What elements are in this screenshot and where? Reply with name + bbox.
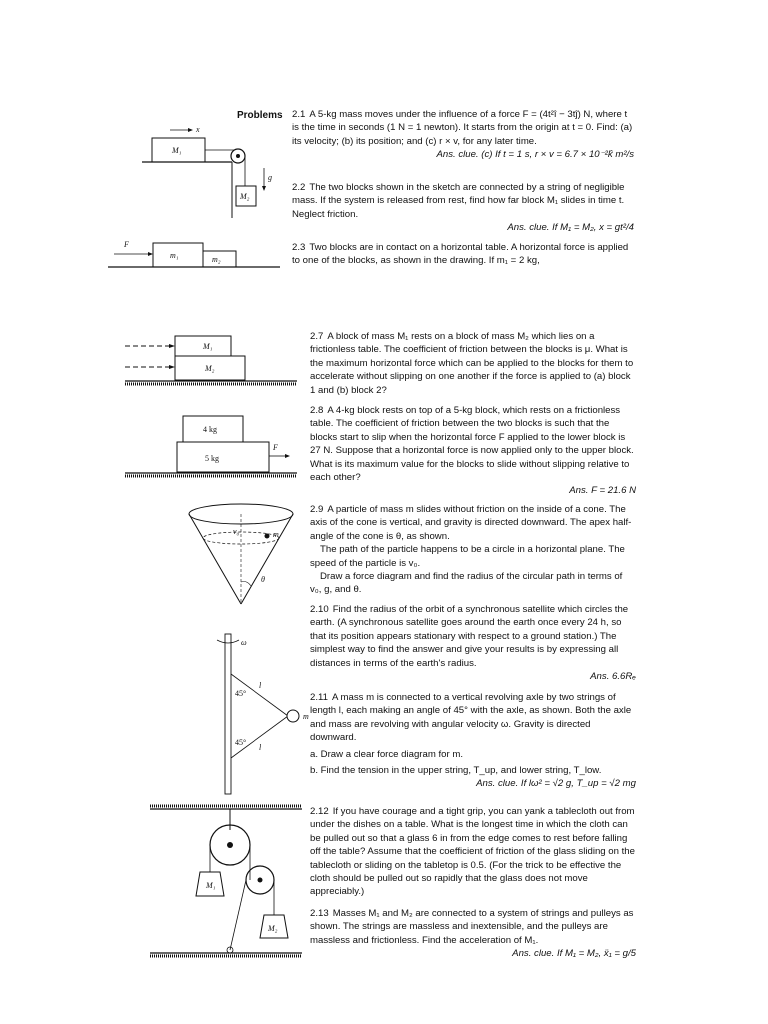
mass-m1-label: M₁ bbox=[206, 881, 216, 890]
figure-2-13-svg bbox=[150, 800, 305, 960]
force-label: F bbox=[124, 240, 129, 249]
block-m2-label: M₂ bbox=[240, 192, 250, 201]
force-arrow-head bbox=[148, 252, 153, 256]
problem-2-9: 2.9 A particle of mass m slides without friction on the inside of a cone. The axis of the cone is vertical, and gravity is directed downward. The apex half-angle of the cone is θ, as shown. The path of the particle happens to be a circle in a horizontal plane. The speed of the particle is v₀. Draw a force diagram and find the radius of the circular path in terms of v₀, g, and θ. bbox=[310, 504, 632, 596]
problem-2-3: 2.3 Two blocks are in contact on a horizontal table. A horizontal force is applied to one of the blocks, as shown in the drawing. If m₁ = 2 kg, bbox=[292, 242, 629, 267]
cone-right-edge bbox=[241, 514, 293, 604]
x-label: x bbox=[196, 125, 200, 134]
answer-2-13: Ans. clue. If M₁ = M₂, ẍ₁ = g/5 bbox=[512, 948, 636, 960]
force-arrow-head bbox=[285, 454, 290, 458]
g-arrow-head bbox=[262, 186, 266, 191]
section-heading: Problems bbox=[237, 110, 283, 121]
mass-label: m bbox=[303, 712, 309, 721]
block-m2-label: m₂ bbox=[212, 255, 221, 264]
block-4kg-label: 4 kg bbox=[203, 425, 217, 434]
problem-2-1: 2.1 A 5-kg mass moves under the influence of a force F = (4t²î − 3tĵ) N, where t is the time in seconds (1 N = 1 newton). It starts from the origin at t = 0. Find: (a) its velocity; (b) its position; and (c) r × v, for any later time. Ans. clue. (c) If t = 1 s, r × v = 6.7 × 10⁻²k̂ m²/s bbox=[292, 109, 634, 161]
block-m1-label: M₁ bbox=[203, 342, 213, 351]
block-5kg bbox=[177, 442, 269, 472]
x-arrow-head bbox=[188, 128, 193, 132]
problem-2-8: 2.8 A 4-kg block rests on top of a 5-kg block, which rests on a frictionless table. The coefficient of friction between the two blocks is such that the blocks start to slip when the horizontal force F applied to the lower block is 27 N. Suppose that a horizontal force is now applied only to the upper block. What is its maximum value for the blocks to slide without slipping relative to each other? Ans. F = 21.6 N bbox=[310, 405, 636, 497]
g-label: g bbox=[268, 173, 272, 182]
figure-2-8 bbox=[125, 414, 300, 487]
figure-2-3-svg bbox=[108, 238, 288, 274]
problem-2-13: 2.13 Masses M₁ and M₂ are connected to a system of strings and pulleys as shown. The strings are massless and inextensible, and the pulleys are massless and frictionless. Find the acceleration of M₁. Ans. clue. If M₁ = M₂, ẍ₁ = g/5 bbox=[310, 908, 636, 960]
lower-pulley-hub bbox=[258, 878, 263, 883]
length-bottom-label: l bbox=[259, 743, 262, 752]
figure-2-7 bbox=[125, 334, 300, 399]
answer-2-11: Ans. clue. If lω² = √2 g, T_up = √2 mg bbox=[476, 778, 636, 790]
block-m2-label: M₂ bbox=[205, 364, 215, 373]
mass-label: m bbox=[273, 530, 279, 539]
figure-2-11 bbox=[205, 628, 315, 803]
pulley-hub bbox=[236, 154, 240, 158]
figure-2-1-svg bbox=[140, 118, 280, 218]
omega-label: ω bbox=[241, 638, 247, 647]
figure-2-9-svg bbox=[185, 500, 305, 608]
answer-2-2: Ans. clue. If M₁ = M₂, x = gt²/4 bbox=[507, 222, 634, 234]
figure-2-11-svg bbox=[205, 628, 315, 798]
answer-2-8: Ans. F = 21.6 N bbox=[569, 485, 636, 497]
problem-2-11: 2.11 A mass m is connected to a vertical revolving axle by two strings of length l, each making an angle of 45° with the axle, as shown. Both the axle and mass are revolving with angular velocity ω. Gravity is directed downward. a. Draw a clear force diagram for m. b. Find the tension in the upper string, T_up, and lower string, T_low. Ans. clue. If lω² = √2 g, T_up = √2 mg bbox=[310, 692, 636, 790]
figure-2-9 bbox=[185, 500, 305, 613]
mass-m2-label: M₂ bbox=[268, 924, 278, 933]
figure-2-7-svg bbox=[125, 334, 300, 394]
rotation-arrow bbox=[217, 640, 239, 643]
force-label: F bbox=[273, 443, 278, 452]
problem-2-7: 2.7 A block of mass M₁ rests on a block of mass M₂ which lies on a frictionless table. The coefficient of friction between the blocks is μ. What is the maximum horizontal force which can be applied to the blocks for them to accelerate without slipping on one another if the force is applied to (a) block 1 and (b) block 2? bbox=[310, 331, 634, 396]
axle bbox=[225, 634, 231, 794]
length-top-label: l bbox=[259, 681, 262, 690]
particle bbox=[265, 534, 270, 539]
problem-2-12: 2.12 If you have courage and a tight grip, you can yank a tablecloth out from under the dishes on a table. What is the longest time in which the cloth can be pulled out so that a glass 6 in from the edge comes to rest before falling off the table? Assume that the coefficient of friction of the glass sliding on the tablecloth or sliding on the tabletop is 0.5. (For the trick to be effective the cloth should be pulled out so rapidly that the glass does not move appreciably.) bbox=[310, 806, 635, 898]
theta-label: θ bbox=[261, 575, 265, 584]
angle-top-label: 45° bbox=[235, 689, 247, 698]
force-arrow-bottom-head bbox=[169, 365, 175, 369]
theta-arc bbox=[241, 582, 251, 587]
answer-2-1: Ans. clue. (c) If t = 1 s, r × v = 6.7 × 10⁻²k̂ m²/s bbox=[436, 149, 634, 161]
figure-2-13 bbox=[150, 800, 305, 965]
figure-2-8-svg bbox=[125, 414, 300, 482]
string-anchor bbox=[230, 880, 246, 950]
block-m1-label: M₁ bbox=[172, 146, 182, 155]
mass-ball bbox=[287, 710, 299, 722]
problem-2-2: 2.2 The two blocks shown in the sketch are connected by a string of negligible mass. If the system is released from rest, find how far block M₁ slides in time t. Neglect friction. Ans. clue. If M₁ = M₂, x = gt²/4 bbox=[292, 182, 634, 234]
block-m1-label: m₁ bbox=[170, 251, 179, 260]
angle-bottom-label: 45° bbox=[235, 738, 247, 747]
figure-2-1 bbox=[140, 118, 280, 223]
problem-2-10: 2.10 Find the radius of the orbit of a synchronous satellite which circles the earth. (A synchronous satellite goes around the earth once every 24 h, so that its position appears stationary with respect to a ground station.) The simplest way to find the answer and give your results is by expressing all distances in terms of the earth's radius. Ans. 6.6Rₑ bbox=[310, 604, 636, 683]
top-pulley-hub bbox=[227, 842, 233, 848]
v0-label: v₀ bbox=[233, 527, 240, 536]
force-arrow-top-head bbox=[169, 344, 175, 348]
block-5kg-label: 5 kg bbox=[205, 454, 219, 463]
figure-2-3 bbox=[108, 238, 288, 279]
answer-2-10: Ans. 6.6Rₑ bbox=[590, 671, 636, 683]
